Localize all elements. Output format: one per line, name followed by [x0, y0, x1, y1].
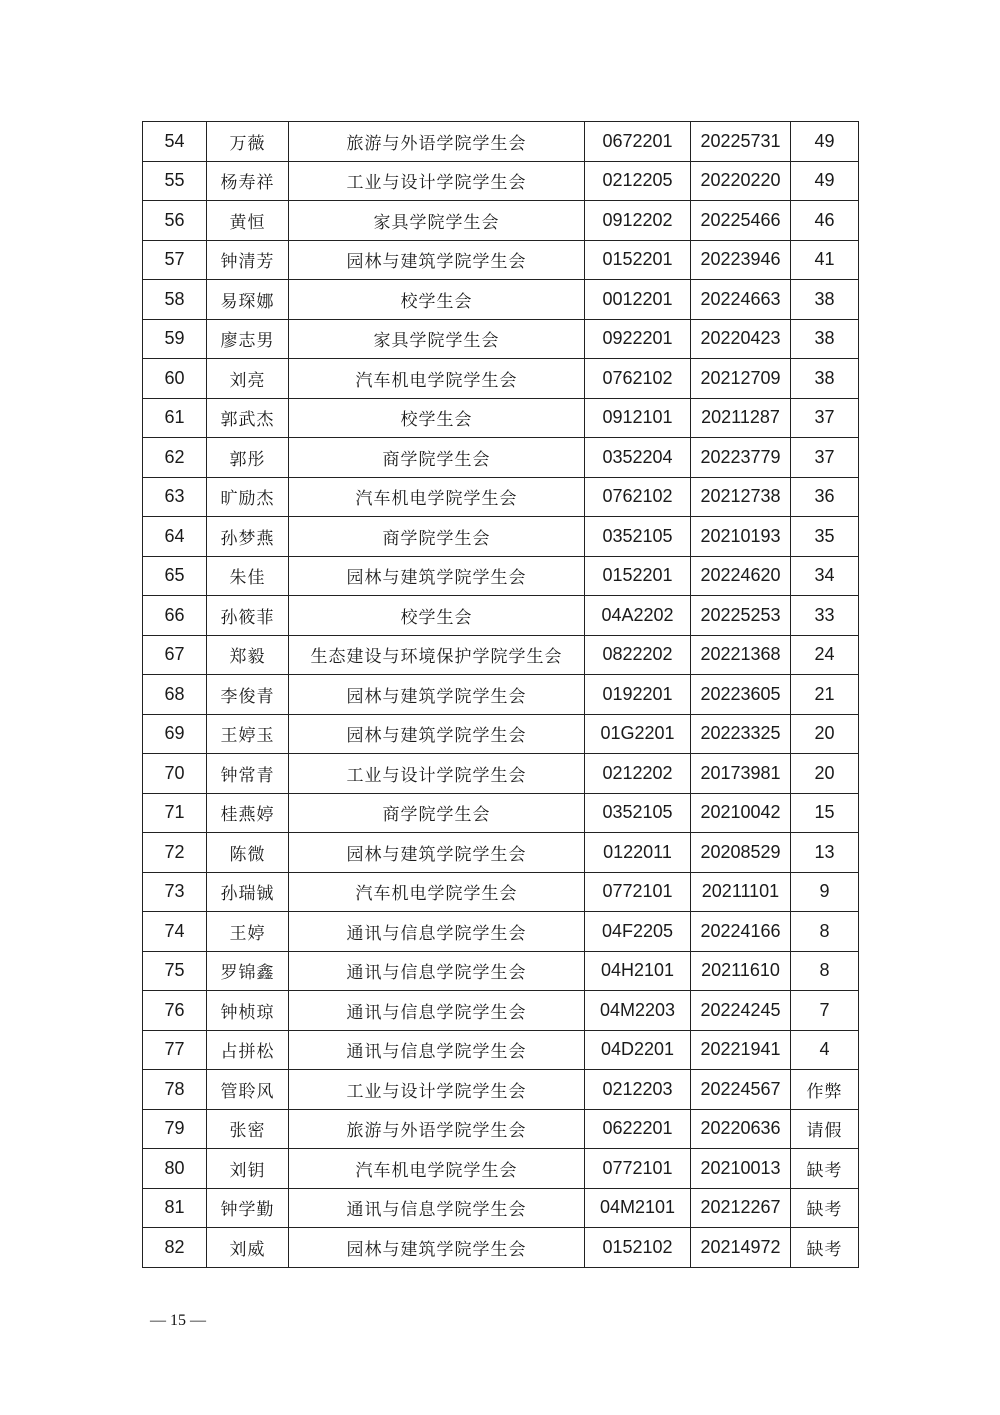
student-name-cell: 钟学勤: [207, 1188, 289, 1228]
student-name-cell: 孙梦燕: [207, 517, 289, 557]
row-number-cell: 72: [143, 833, 207, 873]
table-row: [143, 556, 859, 596]
student-name-cell: 钟常青: [207, 754, 289, 794]
score-cell: 13: [791, 833, 859, 873]
row-number-cell: 81: [143, 1188, 207, 1228]
student-name-cell: 王婷: [207, 912, 289, 952]
student-name-cell: 李俊青: [207, 675, 289, 715]
row-number-cell: 60: [143, 359, 207, 399]
student-id-cell: 20220636: [691, 1109, 791, 1149]
class-code-cell: 0922201: [585, 319, 691, 359]
row-number-cell: 54: [143, 122, 207, 162]
score-cell: 4: [791, 1030, 859, 1070]
student-name-cell: 管聆风: [207, 1070, 289, 1110]
score-cell: 9: [791, 872, 859, 912]
student-id-cell: 20224245: [691, 991, 791, 1031]
student-name-cell: 罗锦鑫: [207, 951, 289, 991]
student-id-cell: 20221941: [691, 1030, 791, 1070]
student-id-cell: 20224620: [691, 556, 791, 596]
student-id-cell: 20220220: [691, 161, 791, 201]
score-cell: 38: [791, 359, 859, 399]
student-id-cell: 20173981: [691, 754, 791, 794]
row-number-cell: 67: [143, 635, 207, 675]
organization-cell: 通讯与信息学院学生会: [289, 912, 585, 952]
student-name-cell: 孙筱菲: [207, 596, 289, 636]
student-name-cell: 钟桢琼: [207, 991, 289, 1031]
score-cell: 8: [791, 951, 859, 991]
student-id-cell: 20211287: [691, 398, 791, 438]
row-number-cell: 70: [143, 754, 207, 794]
table-row: [143, 596, 859, 636]
organization-cell: 汽车机电学院学生会: [289, 872, 585, 912]
student-id-cell: 20223946: [691, 240, 791, 280]
table-row: [143, 201, 859, 241]
student-id-cell: 20223325: [691, 714, 791, 754]
class-code-cell: 0772101: [585, 872, 691, 912]
class-code-cell: 0192201: [585, 675, 691, 715]
score-cell: 作弊: [791, 1070, 859, 1110]
class-code-cell: 0212203: [585, 1070, 691, 1110]
class-code-cell: 0762102: [585, 359, 691, 399]
student-id-cell: 20225466: [691, 201, 791, 241]
row-number-cell: 56: [143, 201, 207, 241]
table-row: [143, 517, 859, 557]
table-row: [143, 398, 859, 438]
student-name-cell: 万薇: [207, 122, 289, 162]
score-cell: 缺考: [791, 1149, 859, 1189]
score-cell: 37: [791, 438, 859, 478]
table-row: [143, 912, 859, 952]
student-id-cell: 20208529: [691, 833, 791, 873]
score-cell: 49: [791, 161, 859, 201]
row-number-cell: 75: [143, 951, 207, 991]
class-code-cell: 04H2101: [585, 951, 691, 991]
organization-cell: 汽车机电学院学生会: [289, 359, 585, 399]
student-id-cell: 20212709: [691, 359, 791, 399]
score-cell: 24: [791, 635, 859, 675]
score-table: [142, 121, 859, 1268]
class-code-cell: 0672201: [585, 122, 691, 162]
score-cell: 15: [791, 793, 859, 833]
organization-cell: 工业与设计学院学生会: [289, 754, 585, 794]
student-name-cell: 朱佳: [207, 556, 289, 596]
student-name-cell: 杨寿祥: [207, 161, 289, 201]
student-name-cell: 刘亮: [207, 359, 289, 399]
table-row: [143, 319, 859, 359]
student-id-cell: 20210013: [691, 1149, 791, 1189]
table-row: [143, 1070, 859, 1110]
student-id-cell: 20212738: [691, 477, 791, 517]
row-number-cell: 74: [143, 912, 207, 952]
row-number-cell: 65: [143, 556, 207, 596]
row-number-cell: 61: [143, 398, 207, 438]
student-name-cell: 钟清芳: [207, 240, 289, 280]
student-id-cell: 20224567: [691, 1070, 791, 1110]
student-name-cell: 郭彤: [207, 438, 289, 478]
student-name-cell: 郑毅: [207, 635, 289, 675]
table-row: [143, 122, 859, 162]
organization-cell: 商学院学生会: [289, 438, 585, 478]
class-code-cell: 0352204: [585, 438, 691, 478]
score-cell: 41: [791, 240, 859, 280]
student-id-cell: 20214972: [691, 1228, 791, 1268]
organization-cell: 商学院学生会: [289, 517, 585, 557]
table-row: [143, 675, 859, 715]
score-cell: 46: [791, 201, 859, 241]
class-code-cell: 04D2201: [585, 1030, 691, 1070]
table-row: [143, 872, 859, 912]
student-id-cell: 20220423: [691, 319, 791, 359]
table-row: [143, 280, 859, 320]
row-number-cell: 79: [143, 1109, 207, 1149]
class-code-cell: 0912202: [585, 201, 691, 241]
class-code-cell: 0622201: [585, 1109, 691, 1149]
row-number-cell: 59: [143, 319, 207, 359]
class-code-cell: 0212202: [585, 754, 691, 794]
organization-cell: 家具学院学生会: [289, 201, 585, 241]
organization-cell: 汽车机电学院学生会: [289, 1149, 585, 1189]
table-row: [143, 477, 859, 517]
row-number-cell: 69: [143, 714, 207, 754]
table-row: [143, 1149, 859, 1189]
organization-cell: 工业与设计学院学生会: [289, 161, 585, 201]
row-number-cell: 80: [143, 1149, 207, 1189]
score-cell: 33: [791, 596, 859, 636]
class-code-cell: 0122011: [585, 833, 691, 873]
student-id-cell: 20223779: [691, 438, 791, 478]
class-code-cell: 0912101: [585, 398, 691, 438]
row-number-cell: 58: [143, 280, 207, 320]
score-cell: 34: [791, 556, 859, 596]
table-row: [143, 240, 859, 280]
student-id-cell: 20211610: [691, 951, 791, 991]
row-number-cell: 57: [143, 240, 207, 280]
organization-cell: 商学院学生会: [289, 793, 585, 833]
table-row: [143, 991, 859, 1031]
student-id-cell: 20210042: [691, 793, 791, 833]
score-cell: 20: [791, 714, 859, 754]
student-name-cell: 郭武杰: [207, 398, 289, 438]
student-name-cell: 刘威: [207, 1228, 289, 1268]
class-code-cell: 04M2101: [585, 1188, 691, 1228]
student-id-cell: 20225253: [691, 596, 791, 636]
class-code-cell: 0762102: [585, 477, 691, 517]
student-name-cell: 陈微: [207, 833, 289, 873]
score-table-body: [143, 122, 859, 1268]
class-code-cell: 0212205: [585, 161, 691, 201]
organization-cell: 通讯与信息学院学生会: [289, 951, 585, 991]
organization-cell: 园林与建筑学院学生会: [289, 1228, 585, 1268]
score-cell: 20: [791, 754, 859, 794]
student-id-cell: 20221368: [691, 635, 791, 675]
table-row: [143, 754, 859, 794]
class-code-cell: 0152102: [585, 1228, 691, 1268]
class-code-cell: 01G2201: [585, 714, 691, 754]
score-cell: 8: [791, 912, 859, 952]
score-cell: 缺考: [791, 1188, 859, 1228]
row-number-cell: 66: [143, 596, 207, 636]
student-name-cell: 桂燕婷: [207, 793, 289, 833]
organization-cell: 汽车机电学院学生会: [289, 477, 585, 517]
class-code-cell: 0152201: [585, 556, 691, 596]
score-cell: 38: [791, 280, 859, 320]
class-code-cell: 0822202: [585, 635, 691, 675]
organization-cell: 通讯与信息学院学生会: [289, 1188, 585, 1228]
class-code-cell: 0152201: [585, 240, 691, 280]
student-name-cell: 张密: [207, 1109, 289, 1149]
organization-cell: 园林与建筑学院学生会: [289, 833, 585, 873]
score-cell: 请假: [791, 1109, 859, 1149]
row-number-cell: 68: [143, 675, 207, 715]
organization-cell: 通讯与信息学院学生会: [289, 1030, 585, 1070]
organization-cell: 工业与设计学院学生会: [289, 1070, 585, 1110]
page-number: — 15 —: [150, 1312, 206, 1329]
score-cell: 49: [791, 122, 859, 162]
row-number-cell: 77: [143, 1030, 207, 1070]
organization-cell: 园林与建筑学院学生会: [289, 556, 585, 596]
table-row: [143, 1030, 859, 1070]
row-number-cell: 64: [143, 517, 207, 557]
class-code-cell: 0352105: [585, 517, 691, 557]
table-row: [143, 359, 859, 399]
score-cell: 36: [791, 477, 859, 517]
score-cell: 35: [791, 517, 859, 557]
table-row: [143, 833, 859, 873]
student-id-cell: 20212267: [691, 1188, 791, 1228]
class-code-cell: 04F2205: [585, 912, 691, 952]
row-number-cell: 63: [143, 477, 207, 517]
table-row: [143, 1188, 859, 1228]
student-id-cell: 20224663: [691, 280, 791, 320]
organization-cell: 校学生会: [289, 596, 585, 636]
organization-cell: 通讯与信息学院学生会: [289, 991, 585, 1031]
row-number-cell: 73: [143, 872, 207, 912]
organization-cell: 园林与建筑学院学生会: [289, 240, 585, 280]
student-name-cell: 旷励杰: [207, 477, 289, 517]
row-number-cell: 55: [143, 161, 207, 201]
score-cell: 38: [791, 319, 859, 359]
table-row: [143, 161, 859, 201]
organization-cell: 校学生会: [289, 280, 585, 320]
organization-cell: 园林与建筑学院学生会: [289, 675, 585, 715]
row-number-cell: 71: [143, 793, 207, 833]
student-name-cell: 占拼松: [207, 1030, 289, 1070]
organization-cell: 旅游与外语学院学生会: [289, 122, 585, 162]
class-code-cell: 04M2203: [585, 991, 691, 1031]
row-number-cell: 76: [143, 991, 207, 1031]
row-number-cell: 62: [143, 438, 207, 478]
organization-cell: 生态建设与环境保护学院学生会: [289, 635, 585, 675]
table-row: [143, 1228, 859, 1268]
organization-cell: 园林与建筑学院学生会: [289, 714, 585, 754]
student-name-cell: 廖志男: [207, 319, 289, 359]
table-row: [143, 714, 859, 754]
table-row: [143, 793, 859, 833]
student-id-cell: 20211101: [691, 872, 791, 912]
organization-cell: 家具学院学生会: [289, 319, 585, 359]
student-id-cell: 20225731: [691, 122, 791, 162]
table-row: [143, 951, 859, 991]
table-row: [143, 1109, 859, 1149]
student-name-cell: 黄恒: [207, 201, 289, 241]
class-code-cell: 0012201: [585, 280, 691, 320]
class-code-cell: 0772101: [585, 1149, 691, 1189]
student-name-cell: 王婷玉: [207, 714, 289, 754]
table-row: [143, 635, 859, 675]
score-cell: 7: [791, 991, 859, 1031]
student-id-cell: 20223605: [691, 675, 791, 715]
class-code-cell: 04A2202: [585, 596, 691, 636]
score-cell: 21: [791, 675, 859, 715]
student-name-cell: 刘钥: [207, 1149, 289, 1189]
score-cell: 37: [791, 398, 859, 438]
student-name-cell: 易琛娜: [207, 280, 289, 320]
class-code-cell: 0352105: [585, 793, 691, 833]
score-cell: 缺考: [791, 1228, 859, 1268]
table-row: [143, 438, 859, 478]
student-name-cell: 孙瑞铖: [207, 872, 289, 912]
organization-cell: 校学生会: [289, 398, 585, 438]
row-number-cell: 82: [143, 1228, 207, 1268]
row-number-cell: 78: [143, 1070, 207, 1110]
organization-cell: 旅游与外语学院学生会: [289, 1109, 585, 1149]
student-id-cell: 20224166: [691, 912, 791, 952]
student-id-cell: 20210193: [691, 517, 791, 557]
